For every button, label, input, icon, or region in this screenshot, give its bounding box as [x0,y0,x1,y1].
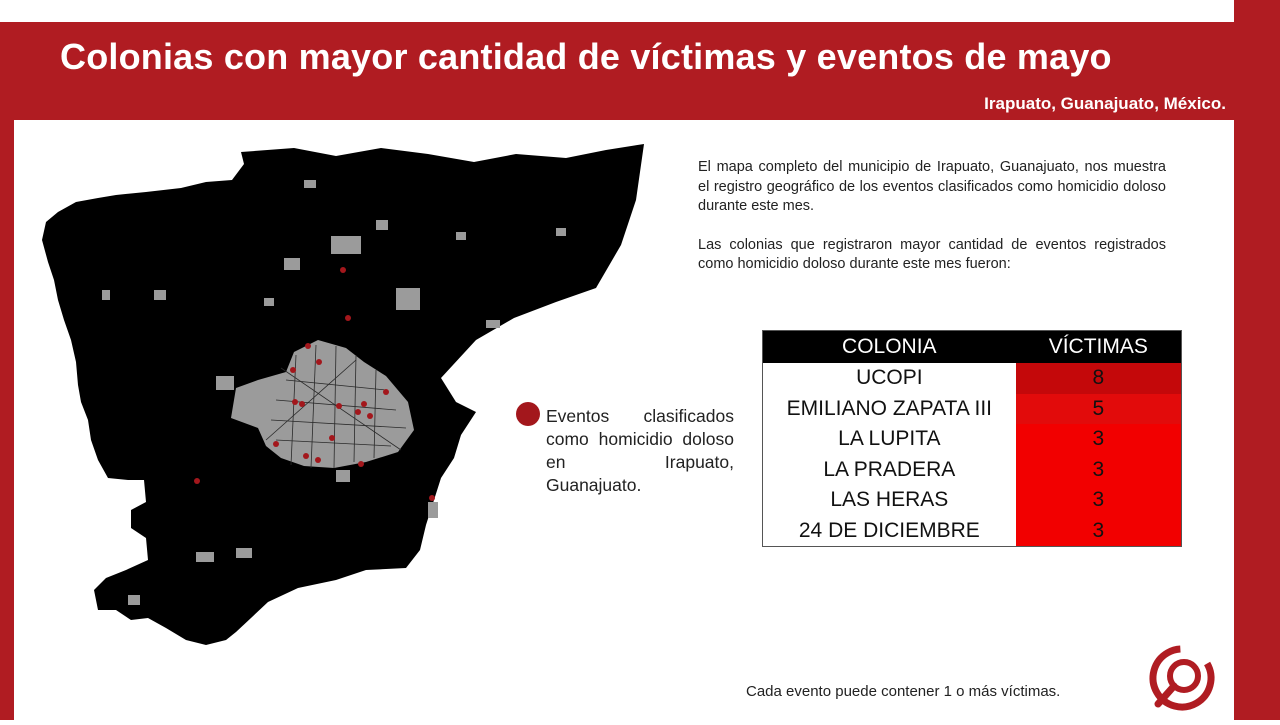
event-dot [340,267,346,273]
event-dot [361,401,367,407]
frame-right-bar [1234,0,1280,720]
victimas-cell: 3 [1016,455,1182,486]
event-dot [345,315,351,321]
event-dot [358,461,364,467]
event-dot [194,478,200,484]
table-row [763,394,1182,425]
colonia-cell: LAS HERAS [763,485,1016,516]
event-dot [367,413,373,419]
description-paragraph-1: El mapa completo del municipio de Irapuato, Guanajuato, nos muestra el registro geográfico de los eventos clasificados como homicidio doloso durante este mes. [698,159,1166,214]
colonia-cell: EMILIANO ZAPATA III [763,394,1016,425]
table-header-row [763,331,1182,364]
frame-left-bar [0,120,14,720]
victimas-cell: 8 [1016,363,1182,394]
description-paragraph-2: Las colonias que registraron mayor cantidad de eventos registrados como homicidio doloso durante este mes fueron: [698,236,1166,272]
event-dot [316,359,322,365]
event-dot [336,403,342,409]
event-dot [292,399,298,405]
event-dot [383,389,389,395]
table-row [763,485,1182,516]
event-dot [329,435,335,441]
brand-logo-icon [1144,644,1220,714]
event-dot [315,457,321,463]
page-title: Colonias con mayor cantidad de víctimas y eventos de mayo [60,36,1112,77]
legend-dot-marker [516,402,540,426]
table-row [763,516,1182,547]
colonia-cell: LA PRADERA [763,455,1016,486]
event-dot [303,453,309,459]
event-dot [299,401,305,407]
victimas-cell: 3 [1016,485,1182,516]
table-row [763,363,1182,394]
table-row [763,455,1182,486]
header-colonia: COLONIA [763,331,1016,364]
location-label: Irapuato, Guanajuato, México. [984,94,1226,113]
event-dot [273,441,279,447]
footnote: Cada evento puede contener 1 o más víctimas. [746,683,1061,700]
description-text [698,158,1166,294]
event-dot [355,409,361,415]
victimas-cell: 3 [1016,424,1182,455]
victimas-cell: 5 [1016,394,1182,425]
colonia-cell: UCOPI [763,363,1016,394]
event-dot [429,495,435,501]
event-dot [290,367,296,373]
event-dot [305,343,311,349]
colonia-cell: 24 DE DICIEMBRE [763,516,1016,547]
colonia-cell: LA LUPITA [763,424,1016,455]
table-row [763,424,1182,455]
victims-table [762,330,1182,547]
header-victimas: VÍCTIMAS [1016,331,1182,364]
victimas-cell: 3 [1016,516,1182,547]
legend-label: Eventos clasificados como homicidio doloso en Irapuato, Guanajuato. [546,406,734,495]
